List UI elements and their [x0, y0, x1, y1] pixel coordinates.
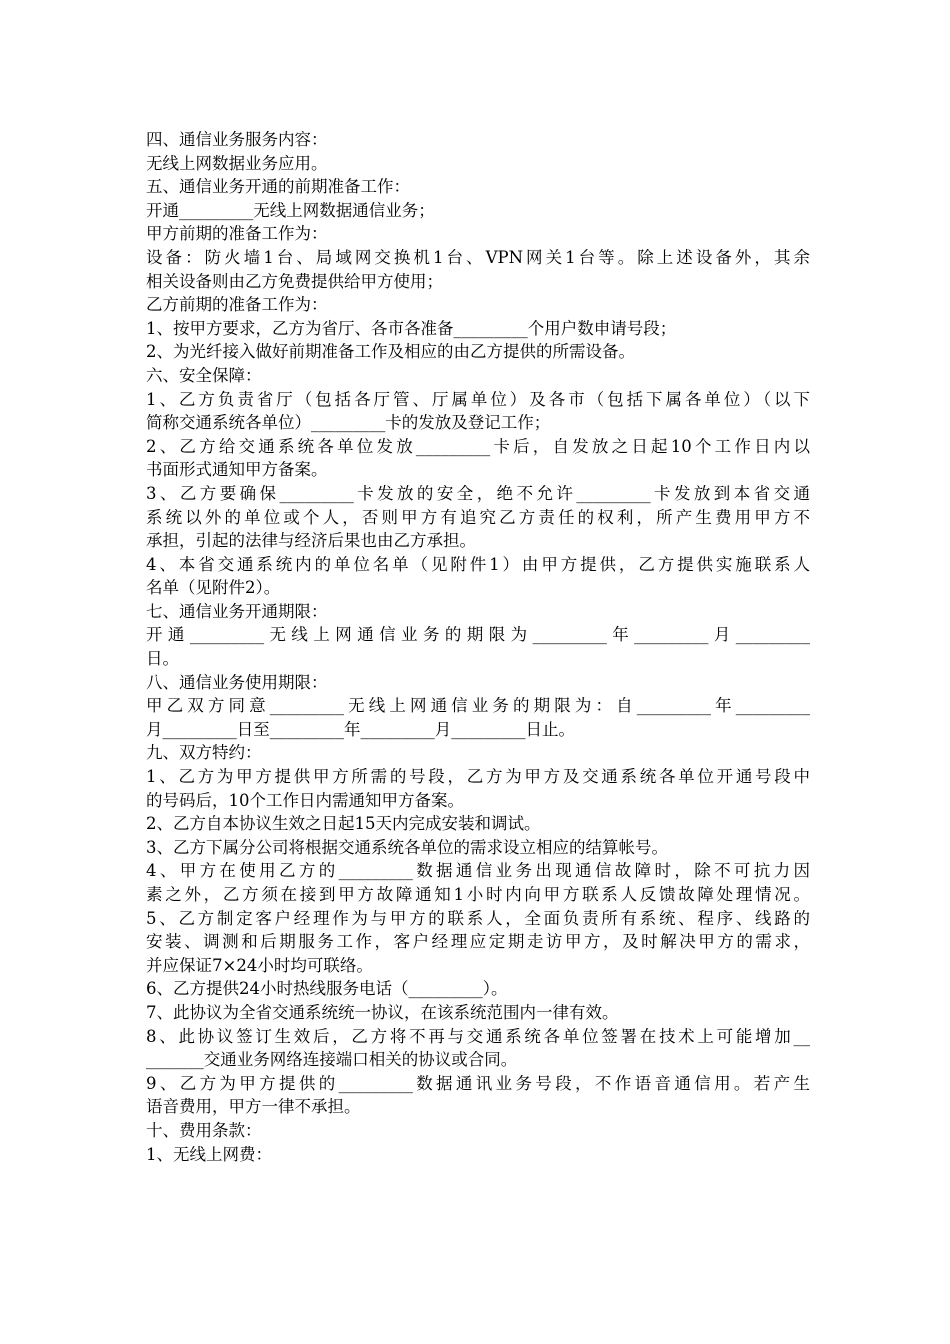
heading-section-8: 八、通信业务使用期限：	[146, 672, 328, 692]
list-item: 9、乙方为甲方提供的_________数据通讯业务号段，不作语音通信用。若产生	[146, 1073, 810, 1093]
heading-section-5: 五、通信业务开通的前期准备工作：	[146, 177, 410, 197]
paragraph-line: 乙方前期的准备工作为：	[146, 295, 328, 315]
list-item-continuation: 语音费用，甲方一律不承担。	[146, 1097, 361, 1117]
heading-section-6: 六、安全保障：	[146, 365, 262, 385]
list-item-continuation: 书面形式通知甲方备案。	[146, 460, 328, 480]
paragraph-line: 开通_________无线上网通信业务的期限为_________年_________月_________	[146, 625, 810, 645]
list-item-continuation: 承担，引起的法律与经济后果也由乙方承担。	[146, 531, 476, 551]
list-item: 8、此协议签订生效后，乙方将不再与交通系统各单位签署在技术上可能增加__	[146, 1026, 810, 1046]
paragraph-line: 甲方前期的准备工作为：	[146, 224, 328, 244]
list-item-continuation: 简称交通系统各单位）_________卡的发放及登记工作；	[146, 413, 551, 433]
paragraph-line: 甲乙双方同意_________无线上网通信业务的期限为：自_________年_________	[146, 696, 810, 716]
heading-section-7: 七、通信业务开通期限：	[146, 601, 328, 621]
list-item: 7、此协议为全省交通系统统一协议，在该系统范围内一律有效。	[146, 1002, 619, 1022]
heading-section-10: 十、费用条款：	[146, 1120, 262, 1140]
list-item-continuation: 素之外，乙方须在接到甲方故障通知1小时内向甲方联系人反馈故障处理情况。	[146, 885, 810, 904]
list-item: 1、无线上网费：	[146, 1144, 272, 1164]
list-item-continuation: 并应保证7×24小时均可联络。	[146, 955, 373, 975]
list-item: 2、乙方自本协议生效之日起15天内完成安装和调试。	[146, 814, 541, 834]
heading-section-9: 九、双方特约：	[146, 743, 262, 763]
list-item-continuation: _______交通业务网络连接端口相关的协议或合同。	[146, 1050, 518, 1070]
list-item: 1、乙方为甲方提供甲方所需的号段，乙方为甲方及交通系统各单位开通号段中	[146, 767, 810, 787]
paragraph-line: 无线上网数据业务应用。	[146, 153, 328, 173]
paragraph-line: 设备：防火墙1台、局域网交换机1台、VPN网关1台等。除上述设备外，其余	[146, 247, 810, 267]
list-item-continuation: 系统以外的单位或个人，否则甲方有追究乙方责任的权利，所产生费用甲方不	[146, 507, 810, 527]
paragraph-line: 日。	[146, 649, 179, 669]
list-item: 2、乙方给交通系统各单位发放_________卡后，自发放之日起10个工作日内以	[146, 436, 810, 456]
list-item-continuation: 名单（见附件2）。	[146, 578, 281, 598]
list-item: 2、为光纤接入做好前期准备工作及相应的由乙方提供的所需设备。	[146, 342, 635, 362]
paragraph-line: 开通_________无线上网数据通信业务；	[146, 200, 435, 220]
list-item: 4、甲方在使用乙方的_________数据通信业务出现通信故障时，除不可抗力因	[146, 861, 810, 881]
paragraph-line: 相关设备则由乙方免费提供给甲方使用；	[146, 271, 443, 291]
list-item: 1、按甲方要求，乙方为省厅、各市各准备_________个用户数申请号段；	[146, 318, 677, 338]
heading-section-4: 四、通信业务服务内容：	[146, 130, 328, 149]
list-item: 5、乙方制定客户经理作为与甲方的联系人，全面负责所有系统、程序、线路的	[146, 908, 810, 928]
list-item-continuation: 安装、调测和后期服务工作，客户经理应定期走访甲方，及时解决甲方的需求，	[146, 932, 810, 952]
list-item: 3、乙方下属分公司将根据交通系统各单位的需求设立相应的结算帐号。	[146, 837, 668, 857]
list-item: 1、乙方负责省厅（包括各厅管、厅属单位）及各市（包括下属各单位）（以下	[146, 389, 810, 409]
list-item: 6、乙方提供24小时热线服务电话（_________）。	[146, 979, 508, 999]
paragraph-line: 月_________日至_________年_________月_________日止。	[146, 719, 575, 739]
list-item-continuation: 的号码后，10个工作日内需通知甲方备案。	[146, 790, 464, 810]
list-item: 4、本省交通系统内的单位名单（见附件1）由甲方提供，乙方提供实施联系人	[146, 554, 810, 574]
list-item: 3、乙方要确保_________卡发放的安全，绝不允许_________卡发放到本省交通	[146, 483, 810, 503]
document-body	[146, 128, 810, 1166]
